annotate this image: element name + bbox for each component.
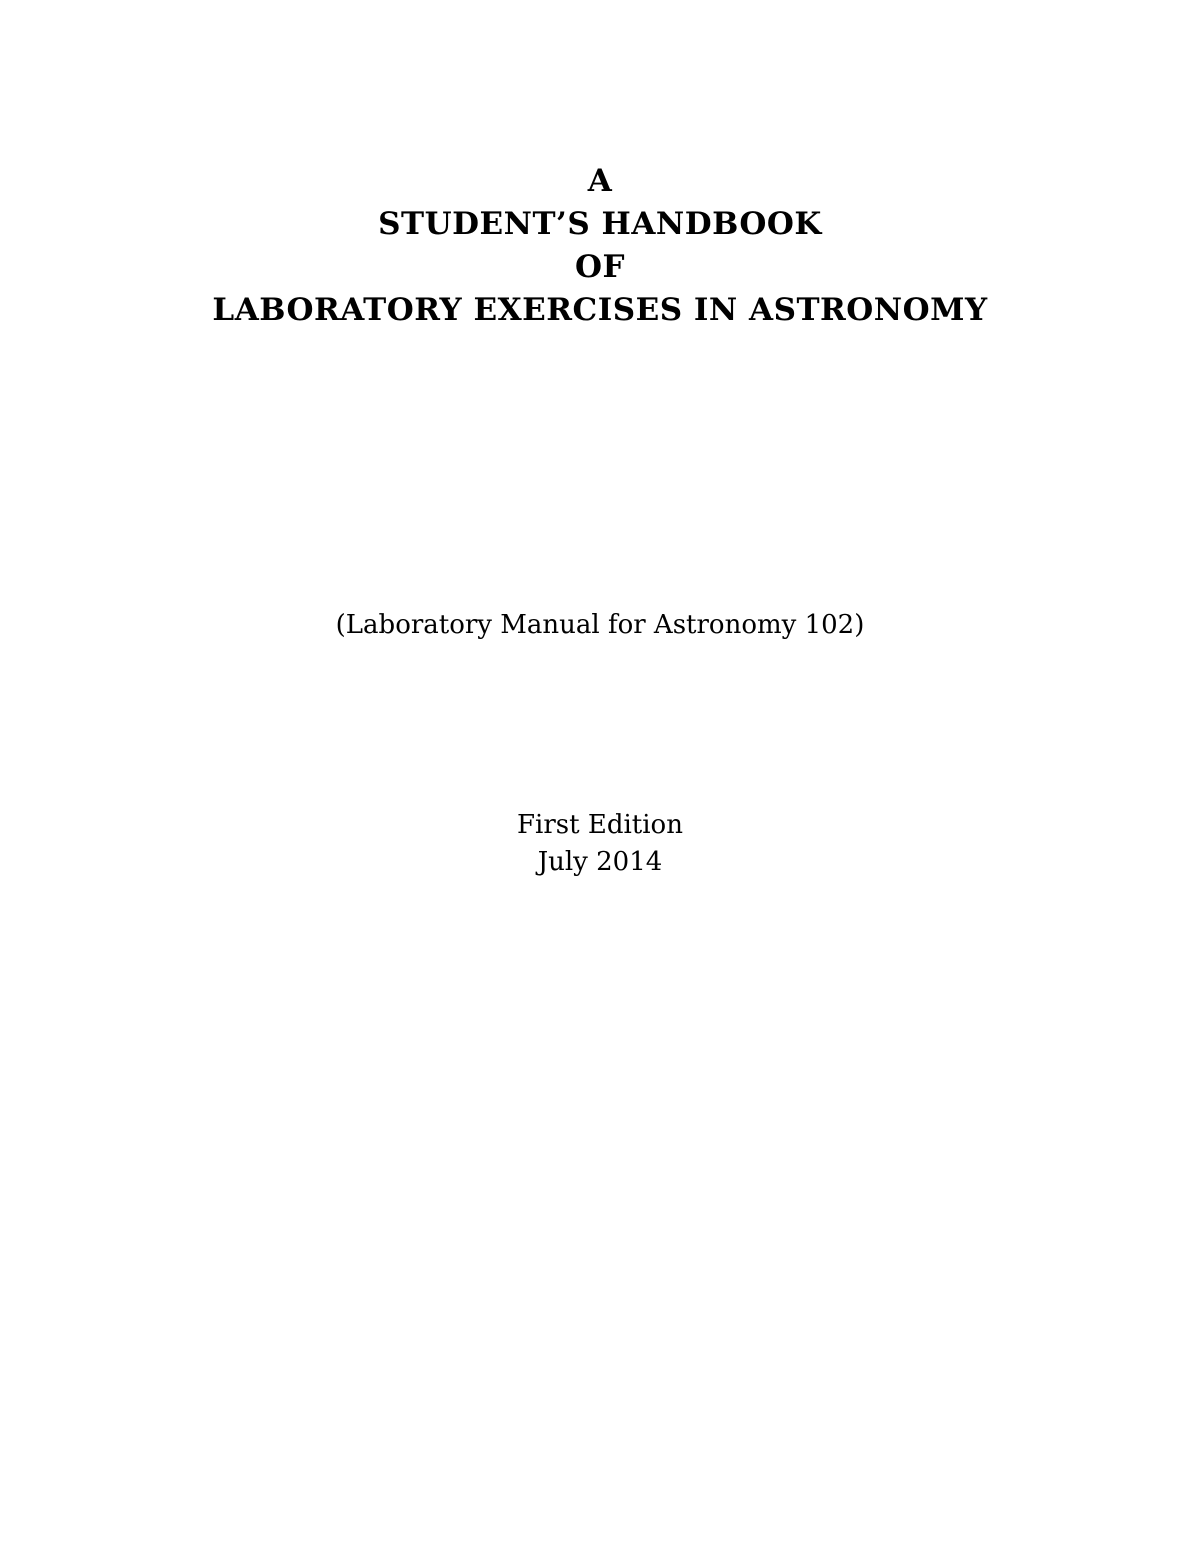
subtitle: (Laboratory Manual for Astronomy 102)	[335, 610, 865, 640]
title-line-article: A	[587, 163, 613, 199]
title-line-subject: LABORATORY EXERCISES IN ASTRONOMY	[212, 292, 988, 328]
title-block	[0, 160, 1200, 332]
title-line-of: OF	[574, 249, 625, 285]
title-line-handbook: STUDENT’S HANDBOOK	[378, 206, 822, 242]
edition-block	[0, 807, 1200, 881]
edition-label: First Edition	[517, 810, 683, 840]
edition-date: July 2014	[537, 847, 663, 877]
